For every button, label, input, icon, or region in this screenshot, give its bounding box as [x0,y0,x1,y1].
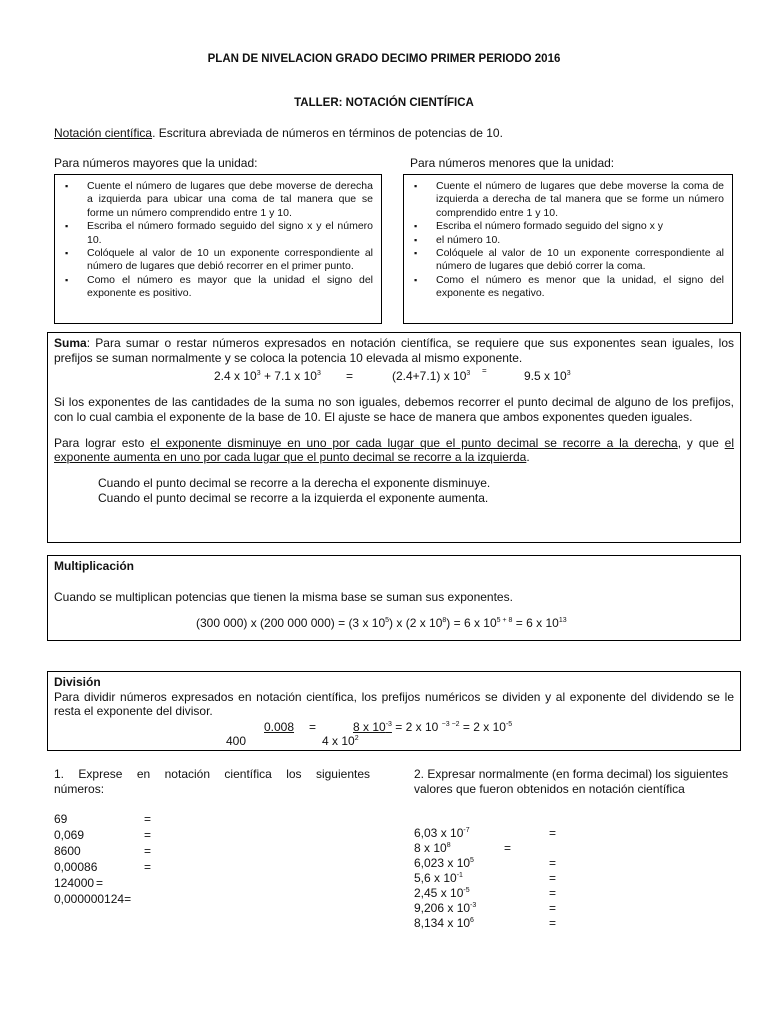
division-box [47,671,741,751]
mayores-box [54,174,382,324]
suma-label: Suma [54,336,87,350]
ejercicio2-list [414,826,734,931]
menores-list [406,180,724,301]
list-item: ▪ el número 10. [406,234,724,247]
mayores-heading: Para números mayores que la unidad: [54,156,258,170]
division-equation [54,719,734,749]
ejercicio1-heading: 1. Exprese en notación científica los siguientes números: [54,767,370,796]
list-item: ▪ Escriba el número formado seguido del signo x y el número 10. [57,220,373,247]
division-title: División [54,675,101,689]
menores-heading: Para números menores que la unidad: [410,156,615,170]
suma-equation [54,365,734,389]
ejercicio2-heading: 2. Expresar normalmente (en forma decimal) los siguientes valores que fueron obtenidos en notación científica [414,767,729,796]
suma-rule2: Cuando el punto decimal se recorre a la izquierda el exponente aumenta. [98,491,489,506]
page-subtitle: TALLER: NOTACIÓN CIENTÍFICA [294,97,474,109]
division-num-left: 0.008 [264,719,295,734]
list-item: 6,03 x $10^{-7}$ = [414,826,557,840]
mayores-list [57,180,373,301]
suma-eq-left: 2.4 x $10^3 + 7.1$ x $10^3$ [214,369,321,384]
list-item: 6,023 x $10^5$ = [414,856,557,870]
list-item: ▪ Cuente el número de lugares que debe moverse la coma de izquierda a derecha de tal manera que se forme un número comprendido entre 1 y 10. [406,180,724,220]
list-item: 8 x $10^8$ = [414,841,512,855]
suma-rule1: Cuando el punto decimal se recorre a la derecha el exponente disminuye. [98,475,491,490]
intro-term: Notación científica [54,126,153,140]
list-item: 8600 = [54,844,152,858]
intro-text: . Escritura abreviada de números en términos de potencias de 10. [152,126,503,140]
list-item: ▪ Como el número es menor que la unidad, el signo del exponente es negativo. [406,274,724,301]
suma-para2: Si los exponentes de las cantidades de la suma no son iguales, debemos recorrer el punto decimal de alguno de los prefijos, con lo cual cambia el exponente de la base de 10. El ajuste se hace de manera que ambos exponentes queden iguales. [54,395,734,424]
suma-box [47,332,741,543]
list-item: 0,069 = [54,828,152,842]
list-item: 0,000000124= [54,892,132,906]
suma-eq-mid: (2.4+7.1) x $10^3$ [392,369,471,384]
ejercicio1-list [54,812,254,908]
list-item: 2,45 x $10^{-5}$ = [414,886,557,900]
list-item: 9,206 x $10^{-3}$ = [414,901,557,915]
list-item: 124000 = [54,876,104,890]
division-den-right: 4 x $10^2$ [322,733,359,748]
list-item: 0,00086 = [54,860,152,874]
list-item: 8,134 x $10^6$ = [414,916,557,930]
suma-eq-equals: = [346,369,354,384]
division-num-right: 8 x $10^{-3} = 2$ x 10 $^{-3 -2}$ = 2 x $10^{-5}$ [353,719,513,734]
list-item: ▪ Como el número es mayor que la unidad el signo del exponente es positivo. [57,274,373,301]
multiplicacion-title: Multiplicación [54,559,135,573]
list-item: 5,6 x $10^{-1}$ = [414,871,557,885]
multiplicacion-equation: (300 000) x (200 000 000) = (3 x $10^5$) x (2 x $10^8) = 6$ x $10^{5 + 8} = 6$ x $10^{13}$ [196,616,567,631]
suma-text: : Para sumar o restar números expresados en notación científica, se requiere que sus exponentes sean iguales, los prefijos se suman normalmente y se coloca la potencia 10 elevada al mismo exponente. [54,336,734,365]
list-item: 69 = [54,812,152,826]
multiplicacion-box [47,555,741,641]
suma-eq-right: 9.5 x $10^3$ [524,369,571,384]
list-item: ▪ Cuente el número de lugares que debe moverse de derecha a izquierda para ubicar una coma de tal manera que se forme un número comprendido entre 1 y 10. [57,180,373,220]
multiplicacion-text: Cuando se multiplican potencias que tienen la misma base se suman sus exponentes. [54,589,513,604]
division-den-left: 400 [226,733,247,748]
suma-paragraph [54,336,734,365]
division-equals: = [309,719,317,734]
list-item: ▪ Colóquele al valor de 10 un exponente correspondiente al número de lugares que debió recorrer en el primer punto. [57,247,373,274]
division-text: Para dividir números expresados en notación científica, los prefijos numéricos se dividen y al exponente del dividendo se le resta el exponente del divisor. [54,689,734,719]
menores-box [403,174,733,324]
intro-definition [54,126,734,141]
list-item: ▪ Escriba el número formado seguido del signo x y [406,220,724,233]
list-item: ▪ Colóquele al valor de 10 un exponente correspondiente al número de lugares que debió correr la coma. [406,247,724,274]
page-title: PLAN DE NIVELACION GRADO DECIMO PRIMER PERIODO 2016 [207,53,561,65]
suma-eq-dash: = [482,366,487,376]
suma-para3: Para lograr esto el exponente disminuye en uno por cada lugar que el punto decimal se recorre a la derecha, y que el exponente aumenta en uno por cada lugar que el punto decimal se recorre a la izquierda. [54,435,735,465]
